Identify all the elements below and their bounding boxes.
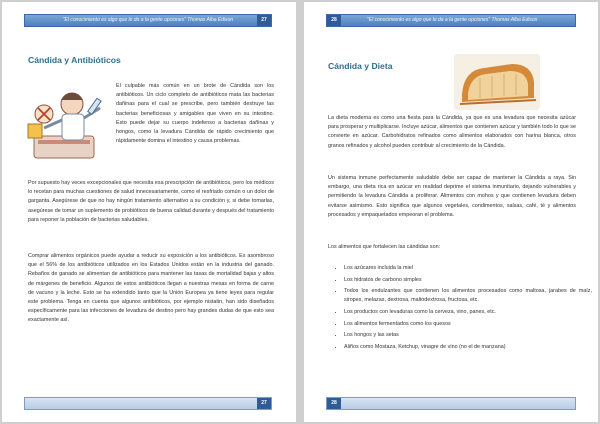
header-quote: "El conocimiento es algo que le da a la gente opciones" Thomas Alba Edison bbox=[62, 17, 234, 23]
page-27 bbox=[2, 2, 296, 422]
footer-page-number: 27 bbox=[257, 398, 271, 409]
section-title: Cándida y Dieta bbox=[328, 61, 393, 71]
paragraph-2: Por supuesto hay veces excepcionales que necesita esa prescripción de antibióticos, pero los médicos lo recetan para muchas cuestiones de salud innecesariamente, como el resfriado común o un dolor de garganta. Asegúrese de que no hay ningún tratamiento alternativo a su condición y, si debe tomarlas, asegúrese de tomar un suplemento de probióticos de buena calidad durante y después del tratamiento para reponer la población de bacterias saludables. bbox=[28, 180, 274, 223]
list-item: • Los hongos y las setas bbox=[344, 331, 592, 340]
list-item: • Todos los endulzantes que contienen los alimentos procesados como maltosa, jarabes de maíz, siropes, melazas, dextrosa, maltodextrosa, fructosa, etc. bbox=[344, 287, 592, 305]
list-item: • Los productos con levaduras como la cerveza, vino, panes, etc. bbox=[344, 308, 592, 317]
section-title: Cándida y Antibióticos bbox=[28, 55, 121, 65]
page-footer bbox=[326, 397, 576, 410]
header-page-number: 28 bbox=[327, 15, 341, 26]
page-header bbox=[326, 14, 576, 27]
list-item: • Los hidratos de carbono simples bbox=[344, 276, 592, 285]
list-item: • Aliños como Mostaza, Ketchup, vinagre de vino (no el de manzana) bbox=[344, 343, 592, 352]
paragraph-3: Comprar alimentos orgánicos puede ayudar a reducir su exposición a los antibióticos. Es asombroso que el 56% de los antibióticos utilizados en los Estados Unidos están en la industria del ganado. Rebaños de ganado se alimentan de antibióticos para mantener las tasas de mortalidad bajas y altos de márgenes de beneficio. Algunos de estos antibióticos llegan a nuestras mesas en forma de carne de vacuno y la leche. Esto se ha extendido tanto que la Unión Europea ya tiene leyes para regular este problema. Tenga en cuenta que algunos antibióticos, por ejemplo nistatin, han sido diseñados específicamente para las infecciones de levadura de destino pero hay grandes dudas de que esto sea exactamente así. bbox=[28, 253, 274, 324]
page-footer bbox=[24, 397, 272, 410]
header-page-number: 27 bbox=[257, 15, 271, 26]
list-intro: Los alimentos que fortalecen las cándidas son: bbox=[328, 244, 441, 250]
bread-photo-icon bbox=[454, 54, 540, 110]
paragraph-1: El culpable más común en un brote de Cándida son los antibióticos. Un ciclo completo de antibióticos mata las bacterias dañinas para el cual se prescribe, pero también destruye las bacterias beneficiosas y amigables que viven en su intestino. Esto puede dejar su cuerpo indefenso a bacterias dañinas y hongos, como la levadura Cándida de rápido crecimiento que rápidamente domina el intestino y causa problemas. bbox=[116, 83, 274, 145]
header-quote: "El conocimiento es algo que le da a la gente opciones" Thomas Alba Edison bbox=[367, 17, 538, 23]
foods-list bbox=[328, 264, 592, 354]
doctor-illustration-icon bbox=[24, 78, 106, 164]
paragraph-2: Un sistema inmune perfectamente saludable debe ser capaz de mantener la Cándida a raya. Sin embargo, una dieta rica en azúcar en realidad deprime el sistema inmunitario, dejando vulnerables y permitiendo la levadura Cándida a proliferar. Alimentos con mohos y que contienen levadura deben evitarse asimismo. Esto significa que algunos vegetales, condimentos, salsas, café, té y alimentos procesados y empaquetados empeoran el problema. bbox=[328, 175, 576, 218]
paragraph-1: La dieta moderna es como una fiesta para la Cándida, ya que es una levadura que necesita azúcar para prosperar y multiplicarse. Incluye azúcar, alimentos que contienen azúcar y también todo lo que se convierte en azúcar. Carbohidratos refinados como alimentos elaborados con harina blanca, otros granos refinados y alcohol pueden contribuir al crecimiento de la Cándida. bbox=[328, 115, 576, 149]
page-28 bbox=[304, 2, 598, 422]
footer-page-number: 28 bbox=[327, 398, 341, 409]
list-item: • Los alimentos fermentados como los quesos bbox=[344, 320, 592, 329]
page-header bbox=[24, 14, 272, 27]
list-item: • Los azúcares incluida la miel bbox=[344, 264, 592, 273]
